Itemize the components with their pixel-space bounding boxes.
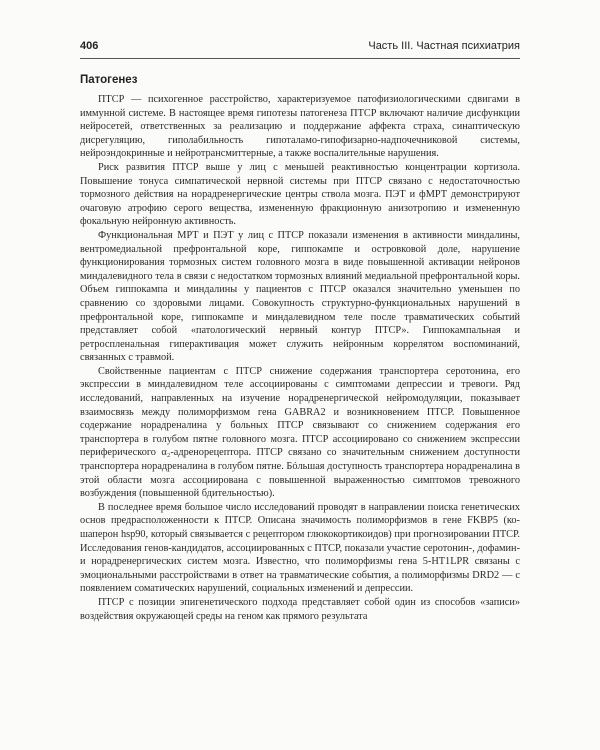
paragraph-epigenetics: ПТСР с позиции эпигенетического подхода представляет собой один из способов «записи» воздействия окружающей среды на геном как прямого результата — [80, 596, 520, 622]
page-number: 406 — [80, 40, 99, 52]
section-heading: Патогенез — [80, 74, 138, 86]
paragraph-genetics: В последнее время большое число исследований проводят в направлении поиска генетических основ предрасположенности к ПТСР. Описана значимость полиморфизмов в гене FKBP5 (ко-шаперон hsp90, который связывается с рецептором глюкокортикоидов) при прогнозировании ПТСР. Исследования генов-кандидатов, ассоциированных с ПТСР, показали участие серотонин-, дофамин- и норадренергических систем мозга. Известно, что полиморфизмы гена 5-HT1LPR связаны с эмоциональными расстройствами в ответ на травматические события, а полиморфизмы DRD2 — с появлением соматических нарушений, социальных изменений и депрессии. — [80, 501, 520, 595]
paragraph-intro: ПТСР — психогенное расстройство, характеризуемое патофизиологическими сдвигами в иммунной системе. В настоящее время гипотезы патогенеза ПТСР включают наличие дисфункции нейросетей, ответственных за реализацию и поддержание аффекта страха, синаптическую дисрегуляцию, гиполабильность гипоталамо-гипофизарно-надпочечниковой системы, нейроэндокринные и нейротрансмиттерные, а также воспалительные нарушения. — [80, 94, 520, 160]
page-header — [80, 38, 520, 59]
paragraph-neurotransmitters: Свойственные пациентам с ПТСР снижение содержания транспортера серотонина, его экспрессии в миндалевидном теле ассоциированы с симптомами депрессии и тревоги. Ряд исследований, направленных на изучение норадренергической нейромодуляции, показывает взаимосвязь между полиморфизмом гена GABRA2 и возникновением ПТСР. Повышенное содержание норадреналина у больных ПТСР связывают со снижением содержания его транспортера в голубом пятне головного мозга. ПТСР ассоциировано со снижением экспрессии периферического α₂-адренорецептора. ПТСР связано со значительным снижением доступности транспортера норадреналина в голубом пятне. Бóльшая доступность транспортера норадреналина в этой области мозга ассоциирована с повышенной выраженностью симптомов тревожного возбуждения (повышенной бдительностью). — [80, 365, 520, 500]
paragraph-neuroimaging: Функциональная МРТ и ПЭТ у лиц с ПТСР показали изменения в активности миндалины, вентромедиальной префронтальной коре, гиппокампе и островковой доле, нарушение функционирования тормозных систем головного мозга в виде повышенной активации нейронов миндалевидного тела в связи с недостатком тормозных влияний медиальной префронтальной коры. Объем гиппокампа и миндалины у пациентов с ПТСР оказался значительно уменьшен по сравнению со здоровыми лицами. Совокупность структурно-функциональных нарушений в префронтальной коре, гиппокампе и миндалевидном теле после травматических событий представляет собой «патологический нервный контур ПТСР». Гиппокампальная и ретроспленальная гиперактивация может служить нейронным коррелятом воспоминаний, связанных с травмой. — [80, 229, 520, 364]
page-content — [80, 73, 520, 623]
paragraph-cortisol: Риск развития ПТСР выше у лиц с меньшей реактивностью концентрации кортизола. Повышение тонуса симпатической нервной системы при ПТСР связано с недостаточностью тормозного действия на норадренергические центры ствола мозга. ПЭТ и фМРТ демонстрируют очаговую атрофию серого вещества, измененную фракционную анизотропию и измененную фокальную нейронную активность. — [80, 161, 520, 228]
running-title: Часть III. Частная психиатрия — [368, 40, 520, 52]
